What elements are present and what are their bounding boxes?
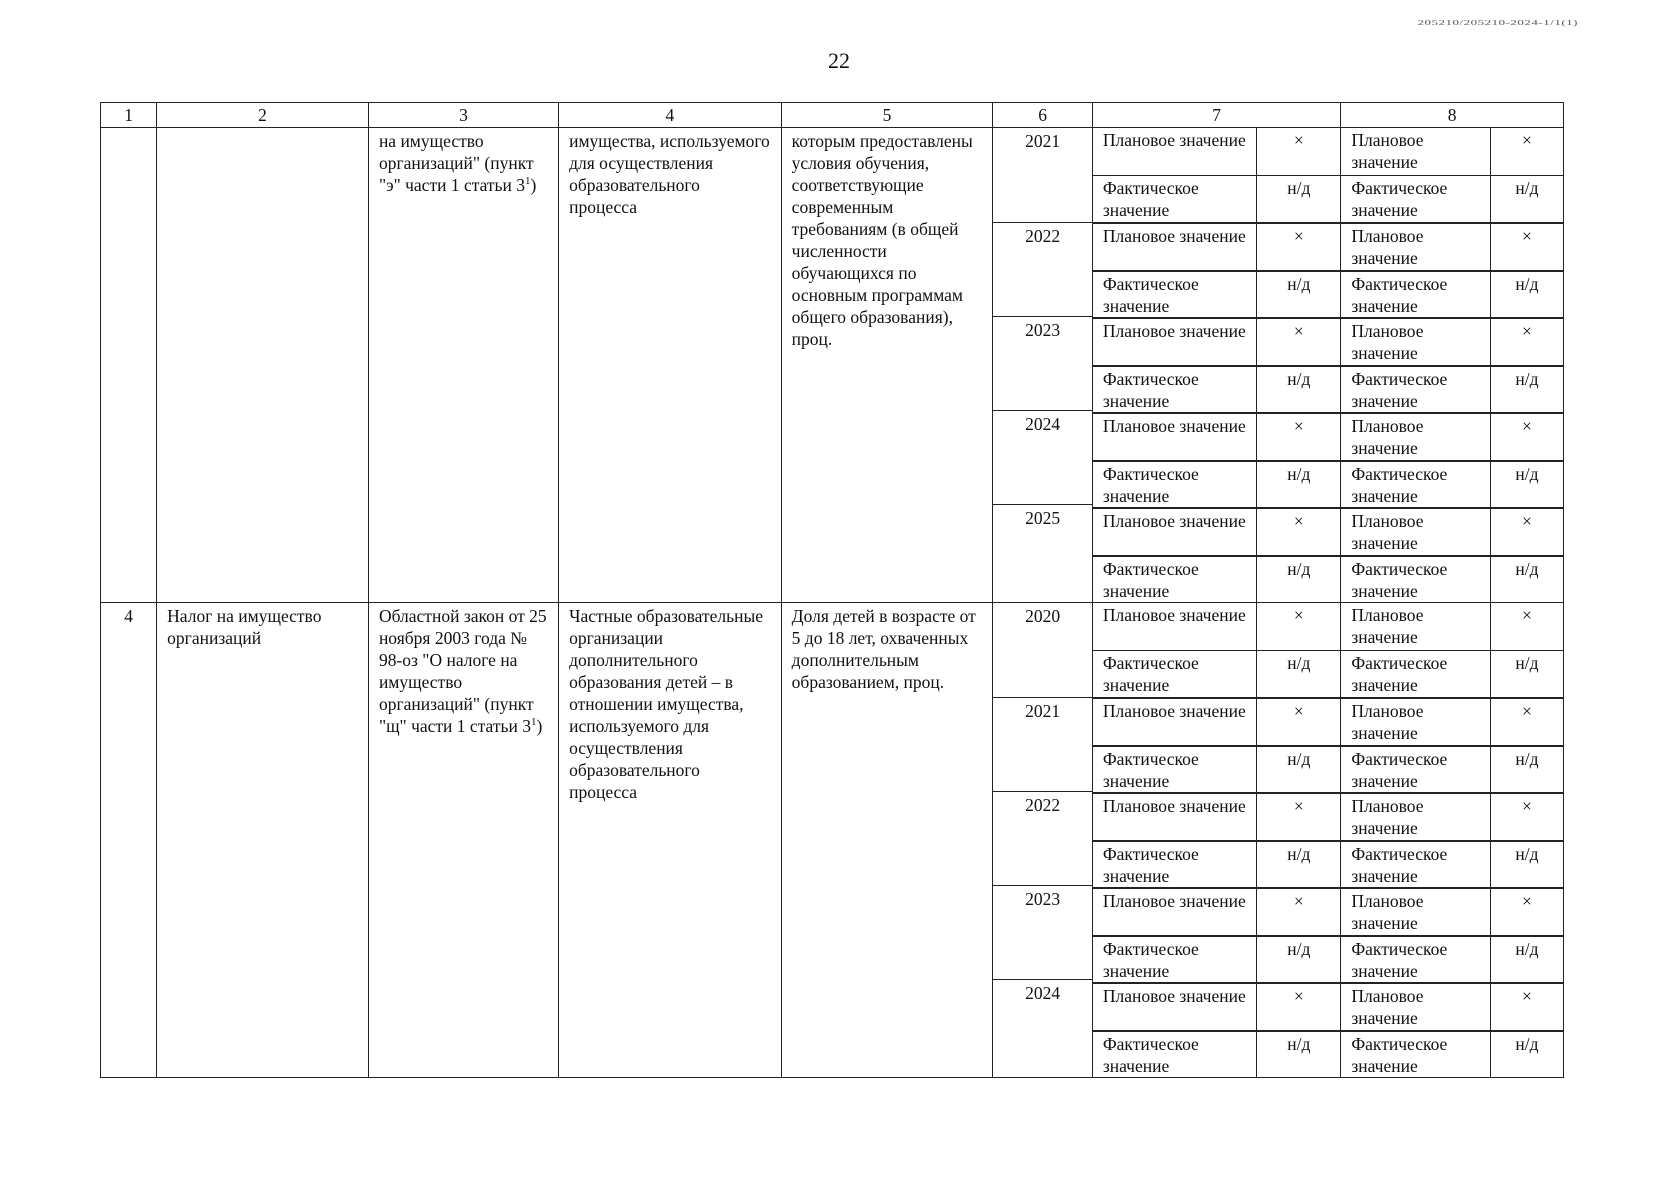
col-header-2: 2 (157, 103, 369, 128)
fact-c7-block (1093, 270, 1341, 317)
plan-value-label: Плановое значение (1341, 889, 1490, 936)
plan-value-label: Плановое значение (1341, 984, 1490, 1031)
plan-c8-block (1341, 318, 1563, 365)
plan-c7-block (1093, 888, 1341, 935)
plan-c8-block (1341, 603, 1563, 650)
plan-c8-block (1341, 508, 1563, 555)
plan-value-label: Плановое значение (1093, 509, 1257, 556)
legal-basis-tail: ) (536, 716, 543, 736)
fact-c8-block (1341, 460, 1563, 507)
fact-value-cell: н/д (1257, 176, 1340, 222)
plan-value-cell: × (1490, 509, 1563, 556)
fact-value-label: Фактическое значение (1341, 557, 1490, 603)
fact-c8-block (1341, 935, 1563, 982)
year-cell: 2020 (1025, 606, 1061, 626)
tax-name: Налог на имущество организаций (157, 603, 369, 1078)
plan-value-cell: × (1257, 889, 1340, 936)
plan-value-label: Плановое значение (1093, 319, 1257, 366)
document-number: 205210/205210-2024-1/1(1) (1417, 18, 1578, 27)
fact-value-label: Фактическое значение (1341, 462, 1490, 508)
fact-value-label: Фактическое значение (1341, 367, 1490, 413)
plan-value-label: Плановое значение (1341, 224, 1490, 271)
year-cell: 2022 (993, 791, 1091, 885)
page-number: 22 (828, 48, 850, 73)
fact-value-label: Фактическое значение (1341, 747, 1490, 793)
plan-value-label: Плановое значение (1102, 130, 1246, 150)
plan-value-cell: × (1257, 794, 1340, 841)
plan-c8-block (1341, 888, 1563, 935)
fact-value-cell: н/д (1257, 937, 1340, 983)
plan-value-cell: × (1257, 128, 1340, 175)
tax-name (157, 128, 369, 603)
beneficiary-category: имущества, используемого для осуществления образовательного процесса (559, 128, 782, 603)
fact-value-label: Фактическое значение (1351, 178, 1448, 220)
row-number (101, 128, 157, 603)
fact-c8-block (1341, 745, 1563, 792)
indicator-name: Доля детей в возрасте от 5 до 18 лет, охваченных дополнительным образованием, проц. (781, 603, 993, 1078)
fact-value-label: Фактическое значение (1102, 653, 1199, 695)
plan-c8-block (1341, 223, 1563, 270)
legal-basis-text: Областной закон от 25 ноября 2003 года № 98-оз "О налоге на имущество организаций" (пункт "щ" части 1 статьи 3 (378, 606, 547, 736)
legal-basis-sup: 1 (531, 716, 537, 729)
fact-value-cell: н/д (1257, 557, 1340, 603)
plan-value-cell: × (1490, 319, 1563, 366)
table-row (101, 603, 1564, 1078)
table-row (101, 128, 1564, 603)
fact-value-cell: н/д (1490, 176, 1563, 222)
plan-value-label: Плановое значение (1093, 794, 1257, 841)
years-column (993, 128, 1092, 603)
year-cell: 2023 (993, 316, 1091, 410)
col-header-7: 7 (1092, 103, 1341, 128)
col-header-5: 5 (781, 103, 993, 128)
fact-value-label: Фактическое значение (1093, 937, 1257, 983)
plan-c7-block (1093, 793, 1341, 840)
col-header-6: 6 (993, 103, 1092, 128)
plan-value-cell: × (1490, 794, 1563, 841)
plan-c7-block (1093, 983, 1341, 1030)
plan-c8-block (1341, 698, 1563, 745)
plan-value-label: Плановое значение (1351, 130, 1424, 172)
plan-value-cell: × (1257, 984, 1340, 1031)
fact-value-cell: н/д (1490, 937, 1563, 983)
plan-value-label: Плановое значение (1341, 699, 1490, 746)
fact-value-cell: н/д (1257, 367, 1340, 413)
fact-value-label: Фактическое значение (1341, 842, 1490, 888)
plan-value-label: Плановое значение (1102, 605, 1246, 625)
fact-c7-block (1093, 460, 1341, 507)
values-column-8 (1341, 603, 1564, 1078)
fact-c7-block (1093, 840, 1341, 887)
fact-value-cell: н/д (1257, 462, 1340, 508)
plan-value-label: Плановое значение (1093, 984, 1257, 1031)
plan-value-label: Плановое значение (1093, 699, 1257, 746)
values-column-7 (1092, 128, 1341, 603)
col-header-1: 1 (101, 103, 157, 128)
values-column-7 (1092, 603, 1341, 1078)
plan-value-cell: × (1490, 889, 1563, 936)
plan-value-label: Плановое значение (1341, 319, 1490, 366)
col-header-4: 4 (559, 103, 782, 128)
plan-c7-block (1093, 508, 1341, 555)
fact-value-cell: н/д (1490, 557, 1563, 603)
fact-value-cell: н/д (1490, 272, 1563, 318)
col-header-3: 3 (368, 103, 558, 128)
plan-c7-block (1093, 603, 1341, 650)
fact-value-cell: н/д (1257, 1032, 1340, 1078)
plan-value-label: Плановое значение (1341, 794, 1490, 841)
plan-value-cell: × (1257, 414, 1340, 461)
fact-value-label: Фактическое значение (1093, 747, 1257, 793)
values-column-8 (1341, 128, 1564, 603)
fact-value-label: Фактическое значение (1341, 937, 1490, 983)
fact-c7-block (1093, 745, 1341, 792)
year-cell: 2021 (1025, 131, 1061, 151)
fact-c7-block (1093, 1030, 1341, 1077)
fact-c7-block (1093, 175, 1341, 222)
year-cell: 2025 (993, 504, 1091, 598)
plan-value-cell: × (1490, 414, 1563, 461)
fact-c8-block (1341, 840, 1563, 887)
plan-value-label: Плановое значение (1093, 414, 1257, 461)
plan-value-label: Плановое значение (1351, 605, 1424, 647)
fact-c7-block (1093, 555, 1341, 602)
fact-value-label: Фактическое значение (1093, 367, 1257, 413)
fact-value-label: Фактическое значение (1093, 272, 1257, 318)
plan-value-cell: × (1257, 603, 1340, 650)
row-number: 4 (101, 603, 157, 1078)
column-number-row (101, 103, 1564, 128)
plan-value-cell: × (1257, 699, 1340, 746)
plan-value-cell: × (1490, 984, 1563, 1031)
plan-value-cell: × (1257, 509, 1340, 556)
fact-c8-block (1341, 1030, 1563, 1077)
fact-c8-block (1341, 270, 1563, 317)
fact-value-label: Фактическое значение (1093, 462, 1257, 508)
plan-c8-block (1341, 983, 1563, 1030)
legal-basis (368, 128, 558, 603)
plan-c8-block (1341, 128, 1563, 175)
fact-value-label: Фактическое значение (1341, 272, 1490, 318)
plan-c7-block (1093, 223, 1341, 270)
plan-value-label: Плановое значение (1341, 509, 1490, 556)
fact-value-cell: н/д (1490, 651, 1563, 697)
years-column (993, 603, 1092, 1078)
year-cell: 2022 (993, 222, 1091, 316)
fact-value-label: Фактическое значение (1093, 1032, 1257, 1078)
fact-value-cell: н/д (1490, 747, 1563, 793)
beneficiary-category: Частные образовательные организации дополнительного образования детей – в отношении имущества, используемого для осуществления образовательного процесса (559, 603, 782, 1078)
year-cell: 2023 (993, 885, 1091, 979)
plan-c8-block (1341, 793, 1563, 840)
plan-value-label: Плановое значение (1341, 414, 1490, 461)
fact-value-cell: н/д (1257, 747, 1340, 793)
plan-c8-block (1341, 413, 1563, 460)
year-cell: 2024 (993, 979, 1091, 1073)
legal-basis (368, 603, 558, 1078)
year-cell: 2021 (993, 697, 1091, 791)
plan-value-cell: × (1490, 224, 1563, 271)
fact-c7-block (1093, 935, 1341, 982)
plan-value-cell: × (1490, 128, 1563, 175)
fact-value-cell: н/д (1257, 651, 1340, 697)
col-header-8: 8 (1341, 103, 1564, 128)
fact-value-cell: н/д (1257, 272, 1340, 318)
indicator-name: которым предоставлены условия обучения, соответствующие современным требованиям (в общей численности обучающихся по основным программам общего образования), проц. (781, 128, 993, 603)
tax-benefits-table (100, 102, 1564, 1078)
legal-basis-text: на имущество организаций" (пункт "э" части 1 статьи 3 (378, 131, 534, 195)
fact-value-label: Фактическое значение (1102, 178, 1199, 220)
plan-value-label: Плановое значение (1093, 889, 1257, 936)
fact-c8-block (1341, 555, 1563, 602)
fact-value-cell: н/д (1257, 842, 1340, 888)
fact-c8-block (1341, 365, 1563, 412)
fact-value-label: Фактическое значение (1093, 842, 1257, 888)
plan-c7-block (1093, 318, 1341, 365)
fact-c8-block (1341, 175, 1563, 222)
year-cell: 2024 (993, 410, 1091, 504)
legal-basis-sup: 1 (525, 175, 531, 188)
plan-c7-block (1093, 128, 1341, 175)
fact-c7-block (1093, 650, 1341, 697)
fact-value-label: Фактическое значение (1351, 653, 1448, 695)
fact-value-cell: н/д (1490, 462, 1563, 508)
fact-value-cell: н/д (1490, 367, 1563, 413)
plan-c7-block (1093, 413, 1341, 460)
legal-basis-tail: ) (530, 175, 537, 195)
plan-value-cell: × (1490, 603, 1563, 650)
fact-value-label: Фактическое значение (1093, 557, 1257, 603)
plan-value-cell: × (1257, 319, 1340, 366)
plan-c7-block (1093, 698, 1341, 745)
fact-c8-block (1341, 650, 1563, 697)
fact-value-cell: н/д (1490, 842, 1563, 888)
plan-value-cell: × (1257, 224, 1340, 271)
plan-value-label: Плановое значение (1093, 224, 1257, 271)
fact-value-label: Фактическое значение (1341, 1032, 1490, 1078)
plan-value-cell: × (1490, 699, 1563, 746)
fact-c7-block (1093, 365, 1341, 412)
fact-value-cell: н/д (1490, 1032, 1563, 1078)
